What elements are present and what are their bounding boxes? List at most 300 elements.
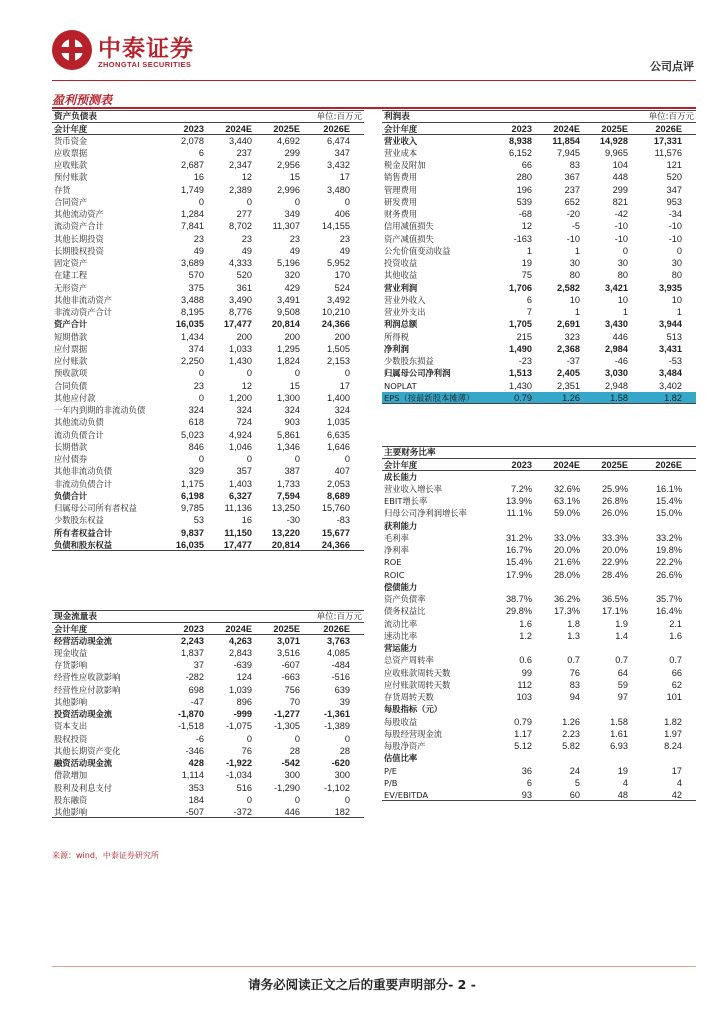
income-cell: 299 [612, 184, 628, 195]
cashflow-row [52, 635, 364, 647]
balance-row-label: 其他长期投资 [54, 233, 104, 244]
balance-row-label: 固定资产 [54, 258, 88, 268]
balance-cell: 1,733 [277, 478, 300, 489]
balance-year-2: 2025E [273, 124, 300, 135]
cashflow-row [52, 745, 364, 757]
header-divider [52, 80, 696, 81]
cashflow-row [52, 708, 364, 720]
income-cell: -163 [513, 233, 532, 244]
balance-cell: 375 [188, 282, 204, 293]
cashflow-unit: 单位:百万元 [316, 612, 362, 622]
balance-cell: 16,035 [175, 319, 204, 330]
balance-cell: 0 [294, 196, 300, 207]
balance-cell: 17 [339, 172, 350, 183]
cashflow-cell: 446 [284, 807, 300, 817]
balance-row-label: 合同资产 [54, 196, 88, 207]
balance-row-label: 应收账款 [54, 160, 88, 170]
ratios-cell: 2.1 [669, 618, 682, 629]
balance-cell: 406 [334, 209, 350, 219]
ratios-cell: 1.8 [567, 618, 580, 629]
ratios-row [382, 618, 696, 630]
income-row-label: 信用减值损失 [384, 221, 434, 232]
income-cell: 3,402 [659, 380, 682, 391]
balance-cell: 15 [289, 380, 300, 391]
balance-cell: 0 [198, 454, 204, 464]
income-cell: 3,484 [659, 368, 682, 379]
balance-row [52, 159, 364, 171]
balance-row [52, 355, 364, 367]
balance-cell: 0 [294, 368, 300, 379]
ratios-row [382, 728, 696, 740]
cashflow-row [52, 782, 364, 794]
balance-row [52, 343, 364, 355]
balance-title: 资产负债表 [54, 112, 97, 122]
ratios-row-label: 应收账款周转天数 [384, 667, 451, 678]
balance-cell: 324 [188, 405, 204, 415]
cashflow-cell: -1,361 [323, 709, 350, 719]
ratios-row [382, 654, 696, 666]
balance-cell: 2,078 [181, 135, 204, 146]
cashflow-cell: -1,389 [323, 721, 350, 732]
balance-cell: 570 [188, 270, 204, 281]
income-row [382, 233, 696, 245]
balance-row-label: 应收票据 [54, 147, 88, 158]
income-cell: -23 [518, 356, 532, 366]
balance-cell: 3,432 [327, 160, 350, 170]
cashflow-cell: -1,518 [177, 721, 204, 732]
ratios-row [382, 544, 696, 556]
income-cell: 6,152 [509, 147, 532, 158]
balance-header-row [52, 122, 364, 134]
income-row [382, 171, 696, 183]
ratios-cell: 19 [617, 765, 628, 776]
balance-cell: 237 [236, 147, 252, 158]
balance-row [52, 257, 364, 269]
income-header-row [382, 122, 696, 134]
cashflow-row-label: 其他影响 [54, 696, 88, 707]
balance-cell: 200 [334, 331, 350, 342]
ratios-row [382, 507, 696, 519]
income-row-label: 营业外收入 [384, 294, 426, 305]
ratios-cell: 28.4% [601, 569, 628, 580]
ratios-row [382, 740, 696, 752]
balance-cell: 3,480 [327, 184, 350, 195]
balance-row-label: 货币资金 [54, 135, 88, 146]
balance-cell: 20,814 [271, 319, 300, 330]
cashflow-cell: -484 [331, 660, 350, 670]
income-cell: -37 [566, 356, 580, 366]
income-cell: -10 [668, 221, 682, 232]
ratios-cell: 48 [617, 790, 628, 800]
balance-row [52, 245, 364, 257]
cashflow-cell: -507 [185, 807, 204, 817]
ratios-cell: 19.8% [655, 545, 682, 555]
income-row [382, 147, 696, 159]
cashflow-cell: 516 [236, 782, 252, 793]
cashflow-cell: 1,039 [229, 684, 252, 695]
cashflow-row-label: 融资活动现金流 [54, 758, 113, 768]
ratios-row-label: 毛利率 [384, 532, 409, 543]
balance-cell: 10,210 [321, 307, 350, 317]
income-cell: 12 [521, 221, 532, 232]
balance-year-label: 会计年度 [54, 124, 88, 135]
balance-cell: 3,440 [229, 135, 252, 146]
balance-cell: 8,195 [181, 307, 204, 317]
ratios-cell: 17.1% [601, 606, 628, 617]
cashflow-cell: 0 [344, 733, 350, 744]
ratios-cell: 1.4 [615, 630, 628, 641]
balance-row [52, 539, 364, 551]
ratios-row [382, 581, 696, 593]
ratios-row [382, 569, 696, 581]
ratios-cell: 16.7% [505, 545, 532, 555]
balance-row [52, 527, 364, 539]
balance-row [52, 184, 364, 196]
income-cell: 1,705 [509, 319, 532, 330]
income-row [382, 282, 696, 294]
ratios-cell: 24 [569, 765, 580, 776]
income-cell: 11,854 [552, 135, 580, 146]
cashflow-cell: -1,870 [177, 709, 204, 719]
ratios-cell: 1.58 [610, 716, 628, 727]
balance-row [52, 208, 364, 220]
ratios-cell: 33.0% [553, 532, 580, 543]
cashflow-cell: -1,034 [225, 770, 252, 781]
income-cell: 539 [516, 196, 532, 207]
ratios-year-3: 2026E [655, 460, 682, 471]
cashflow-year-1: 2024E [225, 624, 252, 635]
cashflow-cell: 28 [339, 745, 350, 756]
balance-cell: 1,033 [229, 343, 252, 354]
cashflow-row-label: 股利及利息支付 [54, 782, 113, 793]
cashflow-row-label: 股东融资 [54, 794, 88, 805]
income-cell: 1 [574, 245, 580, 256]
balance-cell: 3,492 [327, 294, 350, 305]
cashflow-cell: 28 [289, 745, 300, 756]
cashflow-cell: 639 [334, 684, 350, 695]
cashflow-cell: 182 [334, 807, 350, 817]
balance-cell: 1,824 [277, 356, 300, 366]
ratios-cell: 36.2% [553, 594, 580, 604]
income-cell: 237 [564, 184, 580, 195]
income-cell: 323 [564, 331, 580, 342]
balance-cell: 324 [236, 405, 252, 415]
balance-row-label: 所有者权益合计 [54, 527, 113, 538]
cashflow-cell: 3,516 [277, 647, 300, 658]
ratios-cell: 16.1% [655, 483, 682, 494]
balance-cell: 9,508 [277, 307, 300, 317]
balance-year-3: 2026E [323, 124, 350, 135]
ratios-year-0: 2023 [511, 460, 532, 471]
balance-cell: 17 [339, 380, 350, 391]
balance-cell: 5,196 [277, 258, 300, 268]
balance-cell: 0 [246, 368, 252, 379]
cashflow-cell: -1,102 [323, 782, 350, 793]
balance-cell: 6,635 [327, 429, 350, 440]
cashflow-cell: 353 [188, 782, 204, 793]
income-row-label: 公允价值变动收益 [384, 245, 451, 256]
ratios-cell: 0.7 [615, 655, 628, 666]
balance-row [52, 318, 364, 330]
ratios-row [382, 556, 696, 568]
ratios-cell: 62 [671, 679, 682, 690]
balance-row [52, 416, 364, 428]
ratios-cell: 1.61 [610, 728, 628, 739]
balance-cell: 846 [188, 441, 204, 452]
income-cell: 104 [612, 160, 628, 170]
income-cell: 6 [526, 294, 532, 305]
cashflow-cell: -542 [281, 758, 300, 768]
balance-cell: 7,841 [181, 221, 204, 232]
section-divider [52, 107, 696, 109]
balance-row-label: 流动负债合计 [54, 429, 104, 440]
ratios-row [382, 777, 696, 789]
cashflow-cell: 0 [246, 794, 252, 805]
ratios-row-label: 债务权益比 [384, 606, 426, 617]
balance-cell: 8,776 [229, 307, 252, 317]
balance-row [52, 490, 364, 502]
balance-cell: 15,760 [321, 503, 350, 513]
ratios-cell: 26.6% [655, 569, 682, 580]
income-cell: 446 [612, 331, 628, 342]
income-row-label: 营业利润 [384, 282, 418, 293]
ratios-cell: 33.3% [601, 532, 628, 543]
cashflow-row [52, 684, 364, 696]
ratios-row [382, 495, 696, 507]
ratios-cell: 35.7% [655, 594, 682, 604]
cashflow-cell: 1,837 [181, 647, 204, 658]
balance-cell: 23 [193, 380, 204, 391]
balance-cell: 13,220 [271, 527, 300, 538]
cashflow-cell: 3,071 [277, 635, 300, 646]
balance-cell: 5,861 [277, 429, 300, 440]
balance-cell: 2,956 [277, 160, 300, 170]
ratios-row-label: ROE [384, 557, 402, 568]
ratios-cell: 36.5% [601, 594, 628, 604]
income-row [382, 355, 696, 367]
ratios-row-label: P/E [384, 765, 398, 776]
balance-row [52, 282, 364, 294]
income-row-label: 少数股东损益 [384, 356, 434, 366]
ratios-cell: 93 [521, 790, 532, 800]
balance-cell: 3,488 [181, 294, 204, 305]
income-cell: 3,935 [659, 282, 682, 293]
balance-cell: 0 [246, 454, 252, 464]
balance-cell: 2,250 [181, 356, 204, 366]
balance-cell: 8,689 [327, 490, 350, 501]
ratios-cell: 1.82 [664, 716, 682, 727]
financial-ratios-table [382, 446, 696, 801]
balance-sheet-table [52, 110, 364, 551]
ratios-row [382, 667, 696, 679]
cashflow-cell: 2,843 [229, 647, 252, 658]
income-row [382, 269, 696, 281]
income-row-label: NOPLAT [384, 380, 417, 391]
income-cell: -53 [668, 356, 682, 366]
balance-cell: 1,295 [277, 343, 300, 354]
balance-row-label: 其他非流动负债 [54, 466, 113, 477]
ratios-cell: 64 [617, 667, 628, 678]
income-cell: 30 [569, 258, 580, 268]
balance-row [52, 453, 364, 465]
balance-cell: 24,366 [321, 319, 350, 330]
ratios-cell: 16.4% [655, 606, 682, 617]
balance-cell: 23 [193, 233, 204, 244]
balance-cell: 9,785 [181, 503, 204, 513]
ratios-row-label: 每股经营现金流 [384, 728, 443, 739]
ratios-cell: 103 [516, 692, 532, 702]
income-cell: 953 [666, 196, 682, 207]
income-cell: 1,430 [509, 380, 532, 391]
cashflow-year-label: 会计年度 [54, 624, 88, 635]
income-cell: 3,431 [659, 343, 682, 354]
cashflow-cell: 300 [334, 770, 350, 781]
balance-cell: 16,035 [175, 539, 204, 550]
ratios-cell: 4 [622, 777, 628, 788]
cashflow-title-row [52, 610, 364, 622]
balance-row-label: 在建工程 [54, 270, 88, 281]
balance-cell: 3,689 [181, 258, 204, 268]
income-cell: 2,984 [605, 343, 628, 354]
balance-cell: 329 [188, 466, 204, 477]
balance-row [52, 380, 364, 392]
balance-cell: 15 [289, 172, 300, 183]
balance-cell: 170 [334, 270, 350, 281]
ratios-cell: 0.7 [669, 655, 682, 666]
balance-row-label: 应付票据 [54, 343, 88, 354]
cashflow-cell: -1,290 [273, 782, 300, 793]
income-cell: 1 [574, 307, 580, 317]
logo-en-text: ZHONGTAI SECURITIES [98, 60, 192, 69]
income-cell: 11,576 [654, 147, 682, 158]
cashflow-row-label: 现金收益 [54, 647, 88, 658]
balance-row-label: 其他应付款 [54, 392, 96, 403]
balance-cell: 14,155 [321, 221, 350, 232]
balance-cell: 53 [193, 515, 204, 526]
income-cell: 121 [666, 160, 682, 170]
balance-row [52, 269, 364, 281]
income-cell: -42 [614, 209, 628, 219]
cashflow-year-3: 2026E [323, 624, 350, 635]
balance-year-0: 2023 [183, 124, 204, 135]
income-cell: 3,030 [605, 368, 628, 379]
cashflow-cell: -346 [185, 745, 204, 756]
source-note: 来源：wind，中泰证券研究所 [52, 851, 159, 860]
ratios-cell: 31.2% [505, 532, 532, 543]
cashflow-cell: 698 [188, 684, 204, 695]
income-row-label: 投资收益 [384, 258, 418, 268]
ratios-row [382, 703, 696, 715]
ratios-cell: 112 [517, 679, 532, 690]
balance-cell: 4,924 [229, 429, 252, 440]
ratios-row-label: 资产负债率 [384, 594, 426, 604]
balance-cell: 6,327 [229, 490, 252, 501]
cashflow-cell: 0 [294, 794, 300, 805]
income-row-label: EPS（按最新股本摊薄） [384, 392, 475, 403]
balance-row [52, 367, 364, 379]
balance-row-label: 预付账款 [54, 172, 88, 183]
income-cell: 10 [569, 294, 580, 305]
income-row-label: 营业外支出 [384, 307, 426, 317]
ratios-row [382, 471, 696, 483]
ratios-row-label: 每股指标（元） [384, 704, 443, 715]
balance-cell: 1,430 [229, 356, 252, 366]
ratios-cell: 15.4% [655, 496, 682, 506]
income-row-label: 营业收入 [384, 135, 418, 146]
balance-row [52, 196, 364, 208]
balance-cell: -30 [286, 515, 300, 526]
ratios-row-label: 营运能力 [384, 643, 418, 653]
cashflow-cell: 39 [339, 696, 350, 707]
ratios-cell: 17 [671, 765, 682, 776]
cashflow-row-label: 投资活动现金流 [54, 709, 113, 719]
income-row-label: 所得税 [384, 331, 409, 342]
ratios-row [382, 520, 696, 532]
cashflow-cell: 0 [246, 733, 252, 744]
footer-divider [52, 966, 696, 967]
cashflow-row-label: 股权投资 [54, 733, 88, 744]
balance-cell: 1,749 [181, 184, 204, 195]
ratios-cell: 15.0% [655, 508, 682, 519]
ratios-cell: 28.0% [553, 569, 580, 580]
cashflow-cell: 896 [236, 696, 252, 707]
ratios-cell: 42 [671, 790, 682, 800]
income-cell: 3,430 [605, 319, 628, 330]
income-cell: 80 [569, 270, 580, 281]
ratios-cell: 5.82 [562, 741, 580, 751]
balance-cell: 0 [246, 196, 252, 207]
balance-cell: 12 [241, 380, 252, 391]
ratios-row-label: 每股收益 [384, 716, 418, 727]
income-cell: 80 [617, 270, 628, 281]
ratios-year-label: 会计年度 [384, 460, 418, 471]
cashflow-cell: -1,922 [225, 758, 252, 768]
balance-cell: 0 [344, 454, 350, 464]
income-cell: 1,706 [509, 282, 532, 293]
income-cell: 7,945 [557, 147, 580, 158]
balance-cell: 299 [284, 147, 300, 158]
balance-cell: 0 [344, 368, 350, 379]
ratios-cell: 5 [574, 777, 580, 788]
balance-cell: 1,400 [327, 392, 350, 403]
balance-cell: 49 [289, 245, 300, 256]
balance-cell: 2,053 [327, 478, 350, 489]
income-cell: 2,691 [557, 319, 580, 330]
ratios-cell: 1.26 [562, 716, 580, 727]
ratios-row [382, 679, 696, 691]
balance-cell: 618 [188, 417, 204, 428]
income-cell: 0 [676, 245, 682, 256]
income-cell: 448 [612, 172, 628, 183]
income-cell: 10 [671, 294, 682, 305]
report-type: 公司点评 [650, 60, 694, 73]
balance-cell: 374 [188, 343, 204, 354]
balance-cell: 1,646 [327, 441, 350, 452]
balance-cell: 24,366 [321, 539, 350, 550]
income-row-label: 资产减值损失 [384, 233, 434, 244]
ratios-header-row [382, 458, 696, 470]
balance-row-label: 资产合计 [54, 319, 88, 330]
ratios-cell: 99 [521, 667, 532, 678]
ratios-cell: 17.9% [505, 569, 532, 580]
income-row [382, 367, 696, 379]
cashflow-cell: -1,305 [273, 721, 300, 732]
income-row [382, 306, 696, 318]
balance-cell: 17,477 [223, 539, 252, 550]
income-cell: 10 [617, 294, 628, 305]
income-cell: 347 [666, 184, 682, 195]
ratios-row [382, 752, 696, 764]
